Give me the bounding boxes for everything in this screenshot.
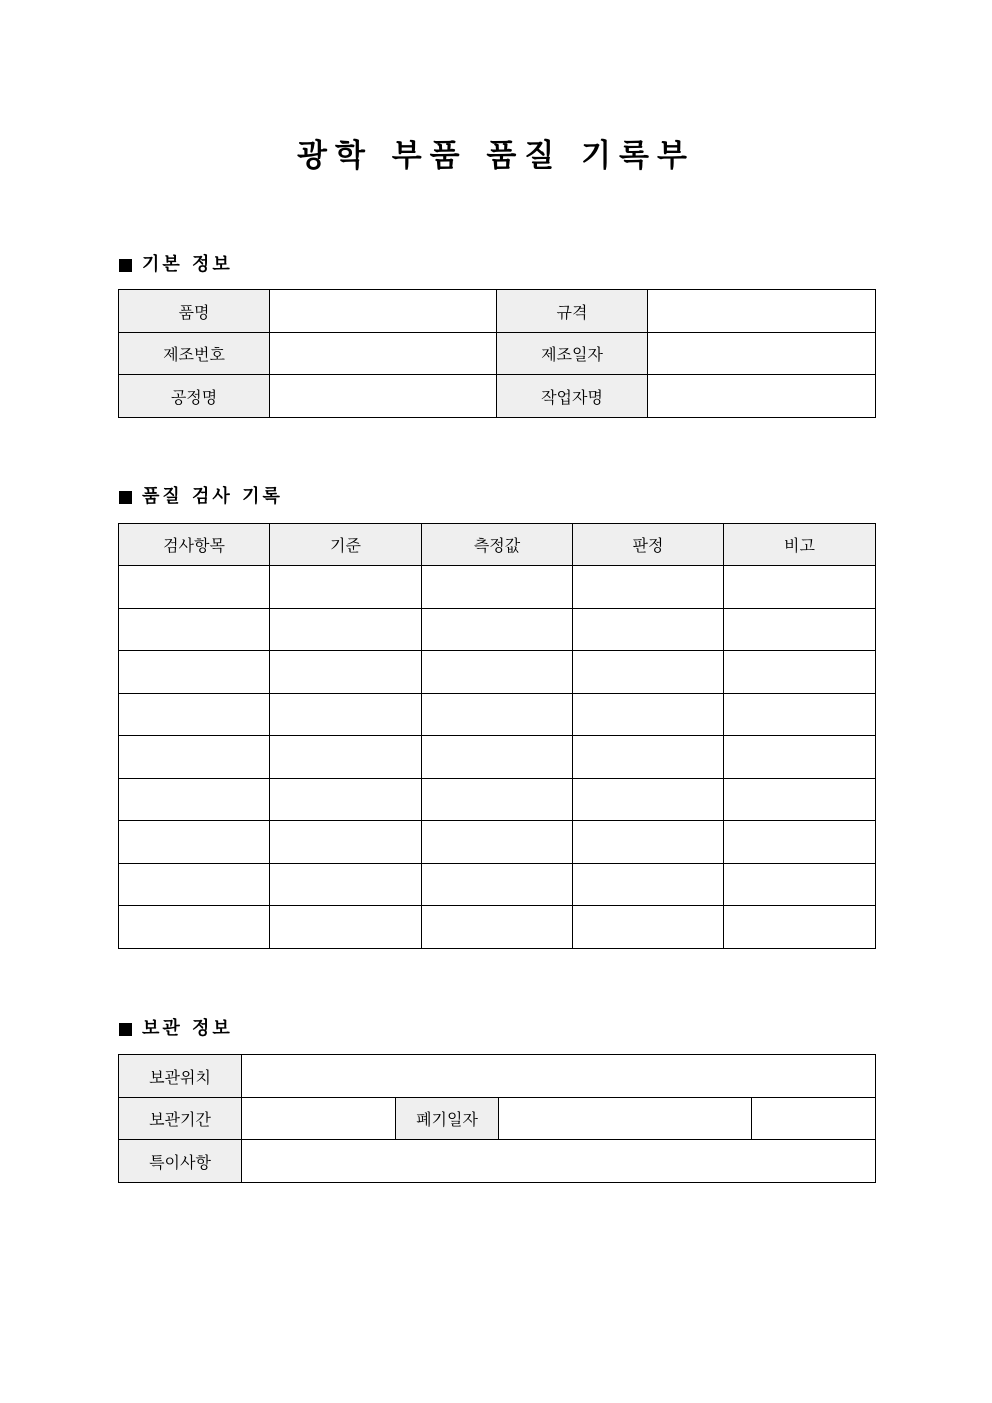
table-cell[interactable] — [119, 651, 270, 694]
column-header-inspection-item: 검사항목 — [119, 524, 270, 566]
table-cell[interactable] — [270, 779, 422, 821]
label-storage-location: 보관위치 — [119, 1055, 242, 1098]
section-heading-quality — [119, 485, 283, 509]
label-process-name: 공정명 — [119, 375, 270, 418]
basic-info-table — [118, 289, 876, 418]
section-heading-basic — [119, 253, 233, 277]
field-special-notes[interactable] — [242, 1140, 876, 1183]
table-cell[interactable] — [422, 651, 573, 694]
table-cell[interactable] — [270, 609, 422, 651]
table-cell[interactable] — [573, 906, 724, 949]
table-cell[interactable] — [573, 694, 724, 736]
table-cell[interactable] — [724, 651, 876, 694]
table-cell[interactable] — [270, 821, 422, 864]
table-cell[interactable] — [270, 736, 422, 779]
section-heading-text: 기본 정보 — [142, 254, 233, 275]
table-cell[interactable] — [119, 906, 270, 949]
table-cell[interactable] — [573, 736, 724, 779]
table-cell[interactable] — [270, 694, 422, 736]
table-cell[interactable] — [573, 821, 724, 864]
label-serial-number: 제조번호 — [119, 333, 270, 375]
table-cell[interactable] — [724, 906, 876, 949]
table-row — [119, 906, 876, 949]
field-spec[interactable] — [648, 290, 876, 333]
table-cell[interactable] — [270, 566, 422, 609]
label-spec: 규격 — [497, 290, 648, 333]
table-cell[interactable] — [724, 566, 876, 609]
square-bullet-icon — [119, 259, 132, 272]
table-cell[interactable] — [270, 864, 422, 906]
table-cell[interactable] — [422, 609, 573, 651]
storage-info-table — [118, 1054, 876, 1183]
table-cell[interactable] — [119, 694, 270, 736]
section-heading-storage — [119, 1017, 233, 1041]
table-row — [119, 779, 876, 821]
field-process-name[interactable] — [270, 375, 497, 418]
label-special-notes: 특이사항 — [119, 1140, 242, 1183]
table-cell[interactable] — [422, 864, 573, 906]
label-product-name: 품명 — [119, 290, 270, 333]
field-disposal-date[interactable] — [499, 1098, 752, 1140]
column-header-measured-value: 측정값 — [422, 524, 573, 566]
table-cell[interactable] — [724, 779, 876, 821]
table-row — [119, 609, 876, 651]
table-cell[interactable] — [119, 821, 270, 864]
table-row — [119, 864, 876, 906]
table-cell[interactable] — [573, 609, 724, 651]
table-row — [119, 333, 876, 375]
table-row — [119, 651, 876, 694]
table-cell[interactable] — [119, 864, 270, 906]
field-manufacture-date[interactable] — [648, 333, 876, 375]
table-row — [119, 290, 876, 333]
table-row — [119, 821, 876, 864]
document-title: 광학 부품 품질 기록부 — [297, 138, 695, 174]
column-header-remarks: 비고 — [724, 524, 876, 566]
table-row — [119, 1140, 876, 1183]
field-serial-number[interactable] — [270, 333, 497, 375]
field-disposal-extra[interactable] — [752, 1098, 876, 1140]
table-row — [119, 566, 876, 609]
table-cell[interactable] — [270, 906, 422, 949]
label-storage-period: 보관기간 — [119, 1098, 242, 1140]
table-cell[interactable] — [119, 609, 270, 651]
table-header-row — [119, 524, 876, 566]
table-cell[interactable] — [724, 609, 876, 651]
label-disposal-date: 폐기일자 — [396, 1098, 499, 1140]
label-manufacture-date: 제조일자 — [497, 333, 648, 375]
table-cell[interactable] — [422, 566, 573, 609]
square-bullet-icon — [119, 491, 132, 504]
field-worker-name[interactable] — [648, 375, 876, 418]
table-cell[interactable] — [422, 779, 573, 821]
table-cell[interactable] — [119, 566, 270, 609]
table-row — [119, 1055, 876, 1098]
table-cell[interactable] — [573, 864, 724, 906]
table-cell[interactable] — [270, 651, 422, 694]
column-header-judgement: 판정 — [573, 524, 724, 566]
table-cell[interactable] — [724, 736, 876, 779]
table-cell[interactable] — [724, 864, 876, 906]
table-cell[interactable] — [573, 651, 724, 694]
section-heading-text: 보관 정보 — [142, 1018, 233, 1039]
table-cell[interactable] — [724, 694, 876, 736]
label-worker-name: 작업자명 — [497, 375, 648, 418]
table-cell[interactable] — [573, 779, 724, 821]
section-heading-text: 품질 검사 기록 — [142, 486, 283, 507]
table-cell[interactable] — [422, 694, 573, 736]
table-cell[interactable] — [119, 736, 270, 779]
square-bullet-icon — [119, 1023, 132, 1036]
column-header-standard: 기준 — [270, 524, 422, 566]
table-cell[interactable] — [422, 906, 573, 949]
field-storage-period[interactable] — [242, 1098, 396, 1140]
quality-inspection-table — [118, 523, 876, 949]
table-row — [119, 694, 876, 736]
table-cell[interactable] — [573, 566, 724, 609]
table-cell[interactable] — [724, 821, 876, 864]
table-cell[interactable] — [422, 821, 573, 864]
table-row — [119, 1098, 876, 1140]
table-row — [119, 375, 876, 418]
table-cell[interactable] — [422, 736, 573, 779]
table-row — [119, 736, 876, 779]
field-product-name[interactable] — [270, 290, 497, 333]
table-cell[interactable] — [119, 779, 270, 821]
field-storage-location[interactable] — [242, 1055, 876, 1098]
